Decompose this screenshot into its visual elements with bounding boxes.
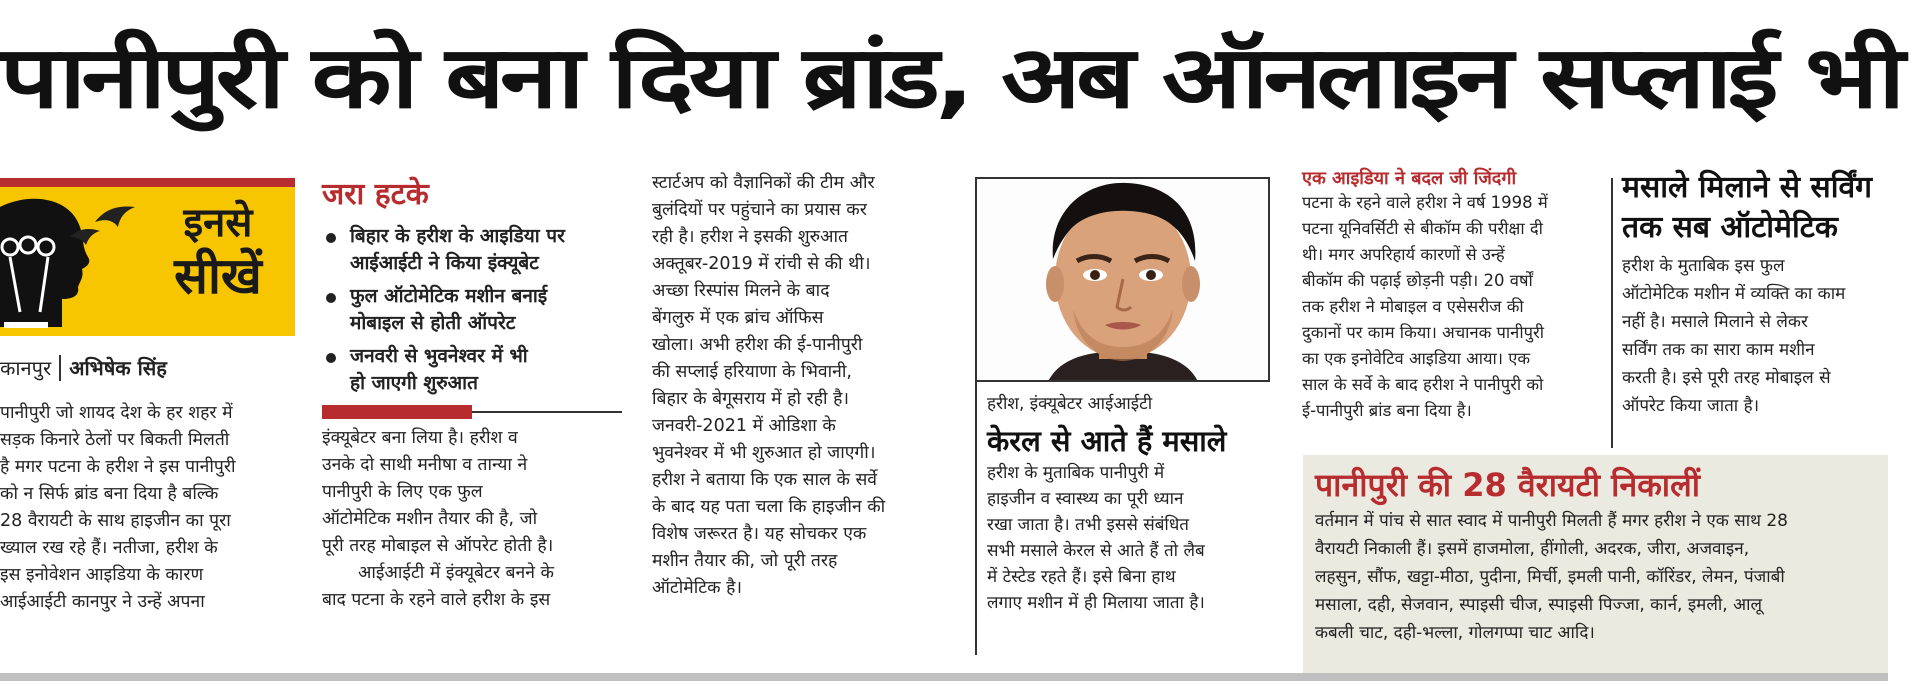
text-line: वर्तमान में पांच से सात स्वाद में पानीपुरी मिलती हैं मगर हरीश ने एक साथ 28 bbox=[1315, 511, 1788, 531]
automation-heading: मसाले मिलाने से सर्विंग तक सब ऑटोमेटिक bbox=[1622, 170, 1873, 245]
intro-column bbox=[0, 178, 295, 616]
learn-from-them-box bbox=[0, 178, 295, 336]
byline-city: कानपुर bbox=[0, 356, 52, 380]
photo-spices-column bbox=[975, 177, 1270, 655]
story-column-3 bbox=[652, 170, 957, 602]
text-line: रखा जाता है। तभी इससे संबंधित bbox=[987, 515, 1189, 535]
text-line: सभी मसाले केरल से आते हैं तो लैब bbox=[987, 541, 1205, 561]
varieties-box bbox=[1303, 455, 1888, 674]
text-line: के बाद यह पता चला कि हाइजीन की bbox=[652, 497, 886, 517]
text-line: लगाए मशीन में ही मिलाया जाता है। bbox=[987, 593, 1205, 613]
text-line: कबली चाट, दही-भल्ला, गोलगप्पा चाट आदि। bbox=[1315, 623, 1595, 643]
idea-column bbox=[1302, 168, 1607, 424]
text-line: उनके दो साथी मनीषा व तान्या ने bbox=[322, 455, 528, 475]
text-line: में टेस्टेड रहते हैं। इसे बिना हाथ bbox=[987, 567, 1176, 587]
text-line: ई-पानीपुरी ब्रांड बना दिया है। bbox=[1302, 401, 1472, 420]
column-divider bbox=[1611, 178, 1613, 448]
text-line: बिहार के बेगूसराय में हो रही है। bbox=[652, 389, 850, 409]
text-line: विशेष जरूरत है। यह सोचकर एक bbox=[652, 524, 867, 544]
text-line: सड़क किनारे ठेलों पर बिकती मिलती bbox=[0, 430, 230, 450]
highlights-list bbox=[322, 223, 622, 397]
text-line: अच्छा रिस्पांस मिलने के बाद bbox=[652, 281, 830, 301]
text-line: दुकानों पर काम किया। अचानक पानीपुरी bbox=[1302, 323, 1544, 342]
text-line: ऑपरेट किया जाता है। bbox=[1622, 396, 1760, 416]
text-line: ऑटोमेटिक मशीन तैयार की है, जो bbox=[322, 509, 538, 529]
text-line: की सप्लाई हरियाणा के भिवानी, bbox=[652, 362, 852, 382]
highlights-column bbox=[322, 175, 622, 614]
spices-body bbox=[977, 460, 1270, 616]
highlight-item: फुल ऑटोमेटिक मशीन बनाई मोबाइल से होती ऑपरेट bbox=[322, 283, 622, 337]
harish-photo bbox=[977, 177, 1270, 382]
learn-box-line2: सीखें bbox=[174, 247, 262, 305]
text-line: पटना के रहने वाले हरीश ने वर्ष 1998 में bbox=[1302, 193, 1548, 212]
photo-caption: हरीश, इंक्यूबेटर आईआईटी bbox=[987, 394, 1153, 414]
text-line: का एक इनोवेटिव आइडिया आया। एक bbox=[1302, 349, 1531, 368]
text-line: साल के सर्वे के बाद हरीश ने पानीपुरी को bbox=[1302, 375, 1544, 394]
text-line: 28 वैरायटी के साथ हाइजीन का पूरा bbox=[0, 511, 231, 531]
byline bbox=[0, 354, 295, 382]
text-line: इंक्यूबेटर बना लिया है। हरीश व bbox=[322, 428, 518, 448]
highlight-item: जनवरी से भुवनेश्वर में भी हो जाएगी शुरुआत bbox=[322, 343, 622, 397]
text-line: भुवनेश्वर में भी शुरुआत हो जाएगी। bbox=[652, 443, 876, 463]
text-line: बाद पटना के रहने वाले हरीश के इस bbox=[322, 590, 551, 610]
highlights-kicker: जरा हटके bbox=[322, 177, 429, 212]
text-line: ख्याल रख रहे हैं। नतीजा, हरीश के bbox=[0, 538, 218, 558]
text-line: बीकॉम की पढ़ाई छोड़नी पड़ी। 20 वर्षों bbox=[1302, 271, 1533, 290]
idea-kicker: एक आइडिया ने बदल जी जिंदगी bbox=[1302, 168, 1517, 189]
text-line: मसाला, दही, सेजवान, स्पाइसी चीज, स्पाइसी पिज्जा, कार्न, इमली, आलू bbox=[1315, 595, 1762, 615]
text-line: खोला। अभी हरीश की ई-पानीपुरी bbox=[652, 335, 863, 355]
text-line: रही है। हरीश ने इसकी शुरुआत bbox=[652, 227, 848, 247]
spices-heading: केरल से आते हैं मसाले bbox=[987, 424, 1227, 458]
text-line: नहीं है। मसाले मिलाने से लेकर bbox=[1622, 312, 1808, 332]
portrait-photo-icon bbox=[977, 179, 1270, 382]
text-line: वैरायटी निकाली हैं। इसमें हाजमोला, हींगोली, अदरक, जीरा, अजवाइन, bbox=[1315, 539, 1750, 559]
text-line: हरीश के मुताबिक पानीपुरी में bbox=[987, 463, 1165, 483]
text-line: ऑटोमेटिक मशीन में व्यक्ति का काम bbox=[1622, 284, 1846, 304]
text-line: हरीश के मुताबिक इस फुल bbox=[1622, 256, 1785, 276]
highlight-item: बिहार के हरीश के आइडिया पर आईआईटी ने किया इंक्यूबेट bbox=[322, 223, 622, 277]
text-line: बेंगलुरु में एक ब्रांच ऑफिस bbox=[652, 308, 824, 328]
text-line: सर्विंग तक का सारा काम मशीन bbox=[1622, 340, 1815, 360]
text-line: ऑटोमेटिक है। bbox=[652, 578, 742, 598]
text-line: पानीपुरी जो शायद देश के हर शहर में bbox=[0, 403, 233, 423]
text-line: जनवरी-2021 में ओडिशा के bbox=[652, 416, 836, 436]
text-line: आईआईटी में इंक्यूबेटर बनने के bbox=[358, 563, 554, 583]
text-line: तक हरीश ने मोबाइल व एसेसरीज की bbox=[1302, 297, 1524, 316]
intro-body bbox=[0, 400, 295, 616]
column3-body bbox=[652, 170, 957, 602]
automation-body bbox=[1622, 252, 1922, 420]
text-line: आईआईटी कानपुर ने उन्हें अपना bbox=[0, 592, 205, 612]
varieties-body bbox=[1315, 507, 1876, 647]
text-line: हाइजीन व स्वास्थ्य का पूरी ध्यान bbox=[987, 489, 1184, 509]
text-line: करती है। इसे पूरी तरह मोबाइल से bbox=[1622, 368, 1831, 388]
text-line: हरीश ने बताया कि एक साल के सर्वे bbox=[652, 470, 878, 490]
page-bottom-rule bbox=[0, 673, 1888, 681]
learn-box-title bbox=[148, 199, 288, 305]
lightbulb-head-birds-icon bbox=[0, 187, 150, 336]
text-line: स्टार्टअप को वैज्ञानिकों की टीम और bbox=[652, 173, 875, 193]
text-line: इस इनोवेशन आइडिया के कारण bbox=[0, 565, 204, 585]
text-line: पटना यूनिवर्सिटी से बीकॉम की परीक्षा दी bbox=[1302, 219, 1543, 238]
automation-column bbox=[1622, 168, 1922, 420]
varieties-heading: पानीपुरी की 28 वैरायटी निकालीं bbox=[1315, 466, 1701, 504]
idea-body bbox=[1302, 190, 1607, 424]
text-line: अक्तूबर-2019 में रांची से की थी। bbox=[652, 254, 871, 274]
byline-author: अभिषेक सिंह bbox=[69, 356, 167, 380]
byline-separator bbox=[59, 355, 61, 381]
text-line: है मगर पटना के हरीश ने इस पानीपुरी bbox=[0, 457, 236, 477]
headline: पानीपुरी को बना दिया ब्रांड, अब ऑनलाइन सप्लाई भी bbox=[0, 28, 1901, 128]
text-line: पानीपुरी के लिए एक फुल bbox=[322, 482, 483, 502]
section-divider bbox=[322, 405, 622, 419]
text-line: थी। मगर अपरिहार्य कारणों से उन्हें bbox=[1302, 245, 1505, 264]
text-line: बुलंदियों पर पहुंचाने का प्रयास कर bbox=[652, 200, 867, 220]
text-line: मशीन तैयार की, जो पूरी तरह bbox=[652, 551, 838, 571]
learn-box-line1: इनसे bbox=[183, 200, 253, 246]
text-line: लहसुन, सौंफ, खट्टा-मीठा, पुदीना, मिर्ची, इमली पानी, कॉरिंडर, लेमन, पंजाबी bbox=[1315, 567, 1785, 587]
text-line: को न सिर्फ ब्रांड बना दिया है बल्कि bbox=[0, 484, 219, 504]
column2-body bbox=[322, 425, 622, 614]
text-line: पूरी तरह मोबाइल से ऑपरेट होती है। bbox=[322, 536, 554, 556]
